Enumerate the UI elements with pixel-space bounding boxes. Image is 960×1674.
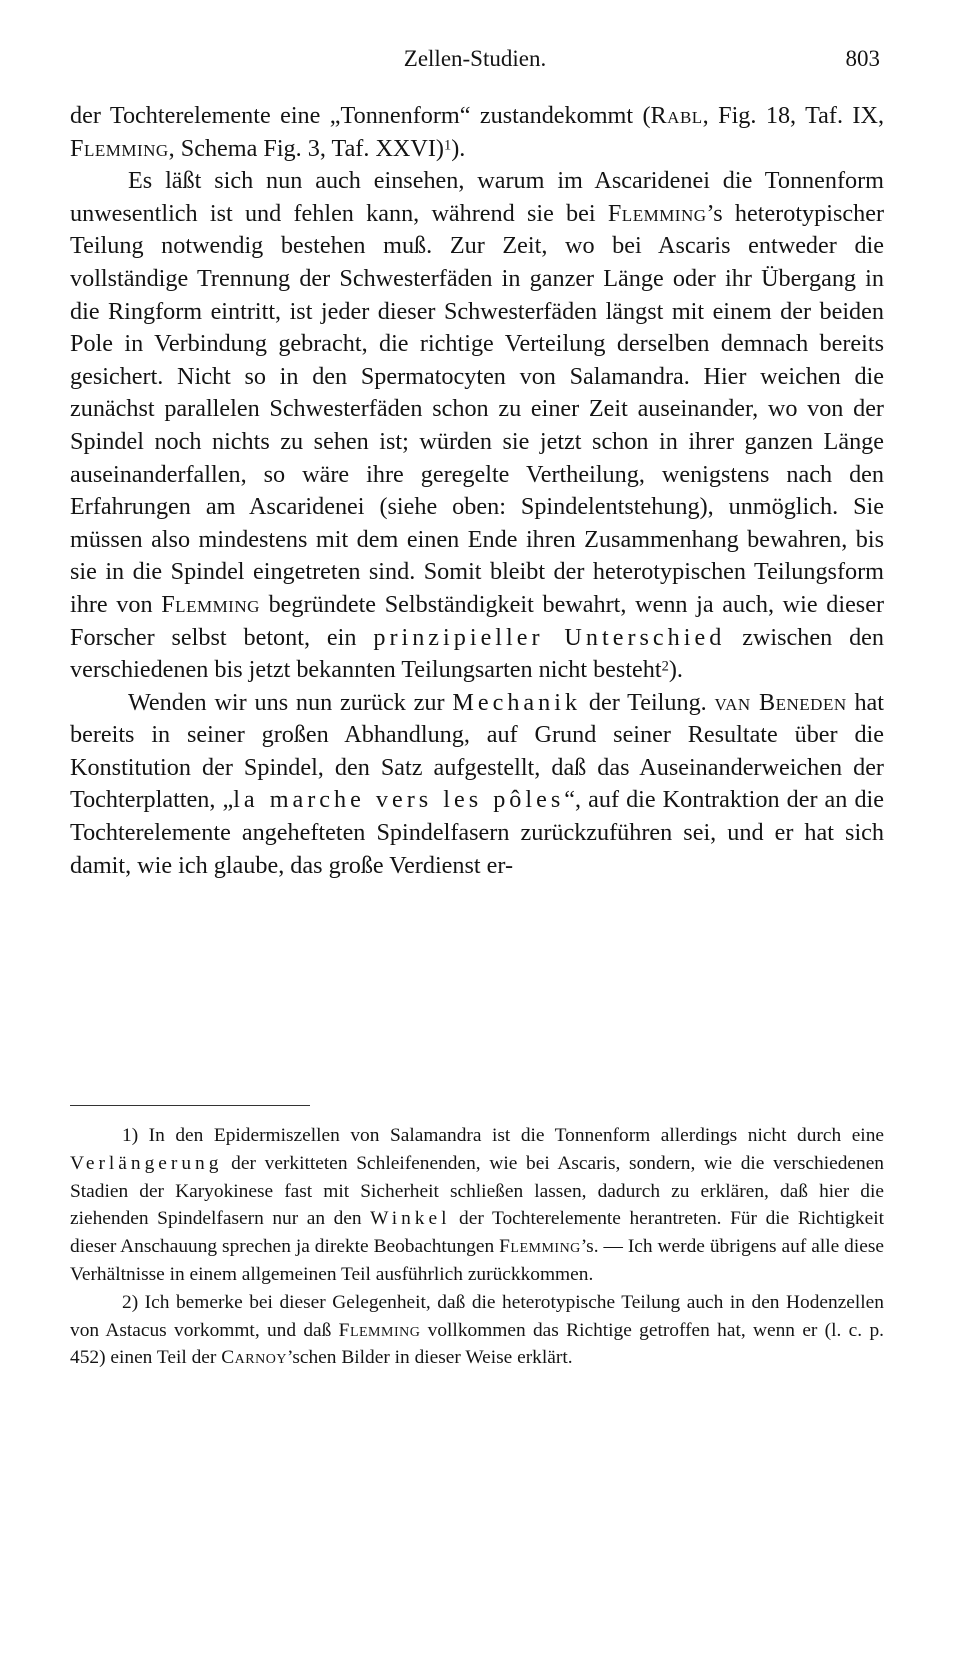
author-name: Rabl bbox=[650, 102, 703, 129]
author-name: Flemming bbox=[338, 1319, 421, 1341]
text-run: Wenden wir uns nun zurück zur bbox=[128, 688, 453, 716]
text-run: “, auf die Kontraktion der an die Tochterelemente angehefteten Spindelfasern zurückzuführen sei, und er hat sich damit, wie ich glaube, das große Verdienst er- bbox=[70, 786, 884, 879]
text-run: hat bereits in seiner großen Abhandlung, auf Grund seiner Resultate über die Konstitution der Spindel, den Satz aufgestellt, daß das Auseinanderweichen der Tochterplatten, „ bbox=[70, 688, 884, 814]
spaced-emphasis: Mechanik bbox=[452, 688, 582, 716]
text-run: ’s. — Ich werde übrigens auf alle diese Verhältnisse in einem allgemeinen Teil ausführlich zurückkommen. bbox=[70, 1236, 884, 1285]
text-run: zwischen den verschiedenen bis jetzt bekannten Teilungsarten nicht besteht bbox=[70, 623, 884, 684]
footnote-2 bbox=[70, 1289, 884, 1372]
text-run: 2) Ich bemerke bei dieser Gelegenheit, daß die heterotypische Teilung auch in den Hodenzellen von Astacus vorkommt, und daß bbox=[70, 1291, 884, 1341]
text-run: ). bbox=[668, 656, 683, 684]
text-run: 1) In den Epidermiszellen von Salamandra ist die Tonnenform allerdings nicht durch eine bbox=[122, 1125, 884, 1146]
paragraph-3 bbox=[70, 687, 884, 883]
paragraph-2 bbox=[70, 165, 884, 687]
running-title: Zellen-Studien. bbox=[403, 46, 547, 71]
text-run: ’s heterotypischer Teilung notwendig bestehen muß. Zur Zeit, wo bei Ascaris entweder die vollständige Trennung der Schwesterfäden in ganzer Länge oder ihr Übergang in die Ringform eintritt, ist jeder dieser Schwesterfäden längst mit einem der beiden Pole in Verbindung gebracht, die richtige Verteilung derselben demnach bereits gesichert. Nicht so in den Spermatocyten von Salamandra. Hier weichen die zunächst parallelen Schwesterfäden schon zu einer Zeit auseinander, wo von der Spindel noch nichts zu sehen ist; würden sie jetzt schon in ihrer ganzen Länge auseinanderfallen, so wäre ihre geregelte Vertheilung, wenigstens nach den Erfahrungen am Ascaridenei (siehe oben: Spindelentstehung), unmöglich. Sie müssen also mindestens mit dem einen Ende ihren Zusammenhang bewahren, bis sie in die Spindel eingetreten sind. Somit bleibt der heterotypischen Teilungsform ihre von bbox=[70, 199, 884, 618]
running-header bbox=[70, 46, 880, 80]
text-run: ’schen Bilder in dieser Weise erklärt. bbox=[286, 1347, 573, 1369]
text-run: der Tochterelemente herantreten. Für die Richtigkeit dieser Anschauung sprechen ja direkte Beobachtungen bbox=[70, 1208, 884, 1258]
footnote-1 bbox=[70, 1122, 884, 1289]
paragraph-1 bbox=[70, 100, 884, 165]
text-run: der verkitteten Schleifenenden, wie bei Ascaris, sondern, wie die verschiedenen Stadien der Karyokinese fast mit Sicherheit schließen lassen, dadurch zu erklären, daß hier die ziehenden Spindelfasern nur an den bbox=[70, 1152, 884, 1230]
text-run: der Teilung. bbox=[581, 688, 715, 716]
text-run: vollkommen das Richtige getroffen hat, wenn er (l. c. p. 452) einen Teil der bbox=[70, 1319, 884, 1369]
author-name: Flemming bbox=[607, 199, 707, 227]
spaced-emphasis: la marche vers les pôles bbox=[233, 786, 565, 814]
footnote-marker: 2 bbox=[661, 658, 669, 675]
spaced-emphasis: Verlängerung bbox=[70, 1152, 223, 1174]
footnote-divider bbox=[70, 1105, 310, 1106]
main-text bbox=[70, 100, 884, 882]
footnote-marker: 1 bbox=[443, 137, 452, 154]
text-run: der Tochterelemente eine „Tonnenform“ zustandekommt ( bbox=[70, 102, 651, 129]
author-name: Flemming bbox=[70, 134, 169, 162]
author-name: Carnoy bbox=[221, 1347, 287, 1369]
footnotes bbox=[70, 1122, 884, 1372]
text-run: ). bbox=[451, 134, 466, 162]
page-number: 803 bbox=[845, 46, 880, 71]
text-run: begründete Selbständigkeit bewahrt, wenn ja auch, wie dieser Forscher selbst betont, ein bbox=[70, 590, 885, 651]
text-run: Es läßt sich nun auch einsehen, warum im Ascaridenei die Tonnenform unwesentlich ist und fehlen kann, während sie bei bbox=[70, 167, 884, 227]
spaced-emphasis: Winkel bbox=[370, 1208, 451, 1230]
author-name: van Beneden bbox=[714, 688, 847, 716]
text-run: , Fig. 18, Taf. IX, bbox=[702, 102, 884, 129]
spaced-emphasis: prinzipieller Unterschied bbox=[373, 623, 726, 651]
text-run: , Schema Fig. 3, Taf. XXVI) bbox=[168, 134, 444, 162]
author-name: Flemming bbox=[499, 1236, 581, 1258]
author-name: Flemming bbox=[161, 590, 260, 618]
